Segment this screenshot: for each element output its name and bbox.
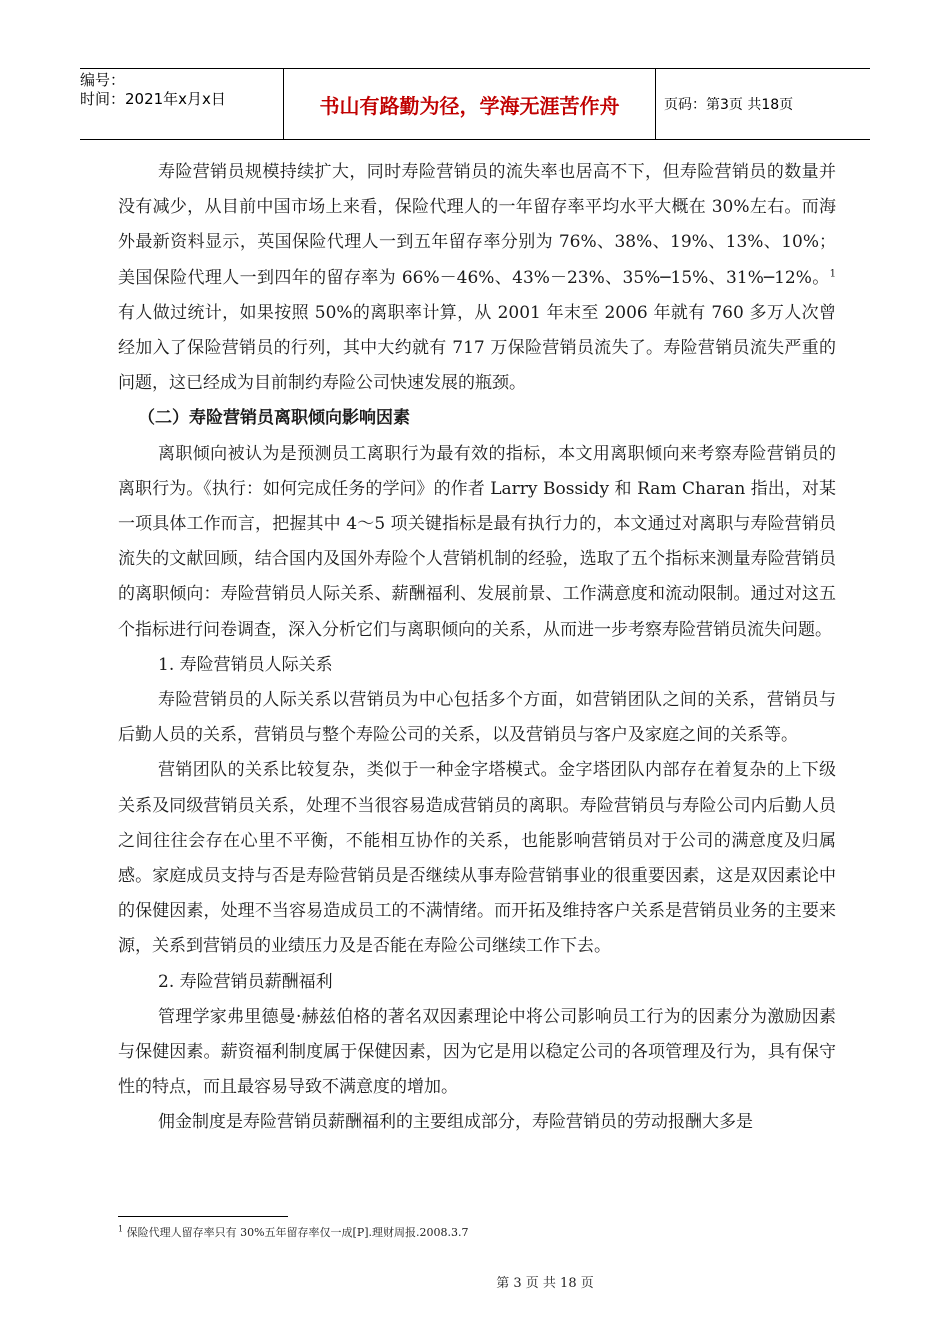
footnote-mark: 1 [118,1224,124,1234]
footnote-divider [118,1216,288,1217]
header-meta [80,69,283,139]
paragraph-retention-text: 寿险营销员规模持续扩大，同时寿险营销员的流失率也居高不下，但寿险营销员的数量并没有减少，从目前中国市场上来看，保险代理人的一年留存率平均水平大概在 30%左右。而海外最新资料显示，英国保险代理人一到五年留存率分别为 76%、38%、19%、13%、10%；美国保险代理人一到四年的留存率为 66%－46%、43%－23%、35%─15%、31%─12%。 [118,162,836,288]
footnote-ref[interactable]: 1 [829,267,836,279]
subheading-compensation: 2. 寿险营销员薪酬福利 [158,971,333,992]
paragraph-two-factor: 管理学家弗里德曼·赫兹伯格的著名双因素理论中将公司影响员工行为的因素分为激励因素与保健因素。薪资福利制度属于保健因素，因为它是用以稳定公司的各项管理及行为，具有保守性的特点，而且最容易导致不满意度的增加。 [118,1006,836,1098]
section-heading: （二）寿险营销员离职倾向影响因素 [138,408,410,429]
header-number-label: 编号： [80,71,126,89]
page-header [80,68,870,140]
paragraph-turnover-intent: 离职倾向被认为是预测员工离职行为最有效的指标，本文用离职倾向来考察寿险营销员的离职行为。《执行：如何完成任务的学问》的作者 Larry Bossidy 和 Ram Charan 指出，对某一项具体工作而言，把握其中 4～5 项关键指标是最有执行力的，本文通过对离职与寿险营销员流失的文献回顾，结合国内及国外寿险个人营销机制的经验，选取了五个指标来测量寿险营销员的离职倾向：寿险营销员人际关系、薪酬福利、发展前景、工作满意度和流动限制。通过对这五个指标进行问卷调查，深入分析它们与离职倾向的关系，从而进一步考察寿险营销员流失问题。 [118,443,836,640]
footnote [118,1224,469,1240]
paragraph-retention-text-cont: 有人做过统计，如果按照 50%的离职率计算，从 2001 年末至 2006 年就有 760 多万人次曾经加入了保险营销员的行列，其中大约就有 717 万保险营销员流失了。寿险营销员流失严重的问题，这已经成为目前制约寿险公司快速发展的瓶颈。 [118,302,836,394]
paragraph-team-relations: 营销团队的关系比较复杂，类似于一种金字塔模式。金字塔团队内部存在着复杂的上下级关系及同级营销员关系，处理不当很容易造成营销员的离职。寿险营销员与寿险公司内后勤人员之间往往会存在心里不平衡，不能相互协作的关系，也能影响营销员对于公司的满意度及归属感。家庭成员支持与否是寿险营销员是否继续从事寿险营销事业的很重要因素，这是双因素论中的保健因素，处理不当容易造成员工的不满情绪。而开拓及维持客户关系是营销员业务的主要来源，关系到营销员的业绩压力及是否能在寿险公司继续工作下去。 [118,760,836,957]
paragraph-retention [118,155,836,401]
document-body [118,155,836,1141]
header-page-info: 页码：第3页 共18页 [664,97,794,113]
header-time-label: 时间：2021年x月x日 [80,90,226,108]
subheading-interpersonal: 1. 寿险营销员人际关系 [158,654,333,675]
paragraph-commission: 佣金制度是寿险营销员薪酬福利的主要组成部分，寿险营销员的劳动报酬大多是 [158,1112,753,1133]
page-number-footer: 第 3 页 共 18 页 [496,1276,594,1291]
header-motto: 书山有路勤为径，学海无涯苦作舟 [283,69,656,139]
footnote-text: 保险代理人留存率只有 30%五年留存率仅一成[P].理财周报.2008.3.7 [123,1226,469,1239]
paragraph-interpersonal: 寿险营销员的人际关系以营销员为中心包括多个方面，如营销团队之间的关系，营销员与后勤人员的关系，营销员与整个寿险公司的关系，以及营销员与客户及家庭之间的关系等。 [118,690,836,746]
